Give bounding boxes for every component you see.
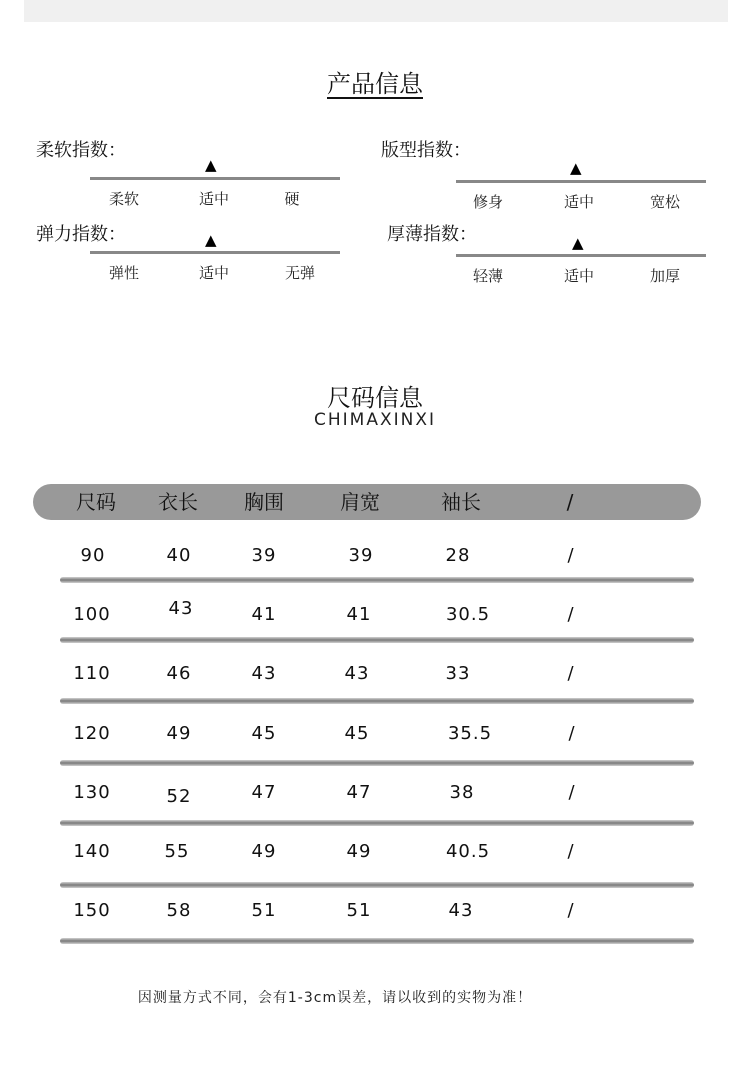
table-cell: 120 — [73, 723, 111, 744]
table-cell: 49 — [346, 841, 372, 862]
index-marker-icon: ▲ — [205, 156, 217, 174]
table-cell: 30.5 — [445, 604, 491, 625]
index-option: 轻薄 — [472, 267, 503, 285]
table-row — [0, 663, 750, 722]
index-marker-icon: ▲ — [570, 159, 582, 177]
index-option: 无弹 — [284, 264, 315, 282]
table-cell: 47 — [346, 782, 372, 803]
row-divider — [60, 882, 694, 888]
index-label: 弹力指数： — [36, 224, 126, 245]
table-cell: 140 — [73, 841, 111, 862]
row-divider — [60, 820, 694, 826]
table-cell: 41 — [251, 604, 277, 625]
table-cell: 55 — [164, 841, 190, 862]
table-cell: 39 — [348, 545, 374, 566]
table-cell: 110 — [73, 663, 111, 684]
index-option: 硬 — [284, 190, 300, 208]
index-scale-line — [456, 180, 706, 183]
table-cell: 43 — [344, 663, 370, 684]
header-cell: 袖长 — [441, 490, 481, 514]
row-divider — [60, 698, 694, 704]
index-scale-line — [456, 254, 706, 257]
table-cell: 43 — [251, 663, 277, 684]
table-cell: 43 — [448, 900, 474, 921]
size-info-subtitle: CHIMAXINXI — [314, 410, 436, 430]
table-cell: 90 — [80, 545, 106, 566]
table-cell: 49 — [251, 841, 277, 862]
header-cell: 肩宽 — [340, 490, 380, 514]
product-info-title: 产品信息 — [327, 70, 423, 98]
row-divider — [60, 637, 694, 643]
index-scale-line — [90, 177, 340, 180]
index-option: 适中 — [563, 267, 594, 285]
table-cell: / — [567, 841, 575, 862]
table-cell: 100 — [73, 604, 111, 625]
index-label: 版型指数： — [381, 140, 471, 161]
size-table-header — [33, 484, 701, 520]
table-cell: 47 — [251, 782, 277, 803]
table-cell: 41 — [346, 604, 372, 625]
table-cell: 43 — [168, 598, 194, 619]
table-cell: 38 — [449, 782, 475, 803]
index-scale-line — [90, 251, 340, 254]
header-cell: / — [566, 490, 574, 514]
table-cell: / — [567, 604, 575, 625]
table-cell: 49 — [166, 723, 192, 744]
table-cell: 40.5 — [445, 841, 491, 862]
table-cell: 45 — [344, 723, 370, 744]
table-row — [0, 841, 750, 900]
table-cell: / — [567, 663, 575, 684]
header-cell: 衣长 — [158, 490, 198, 514]
index-option: 柔软 — [108, 190, 139, 208]
table-cell: 40 — [166, 545, 192, 566]
index-option: 适中 — [198, 190, 229, 208]
table-row — [0, 723, 750, 782]
index-option: 加厚 — [649, 267, 680, 285]
row-divider — [60, 938, 694, 944]
table-cell: 28 — [445, 545, 471, 566]
index-marker-icon: ▲ — [205, 231, 217, 249]
table-cell: 35.5 — [447, 723, 493, 744]
row-divider — [60, 577, 694, 583]
table-row — [0, 900, 750, 959]
index-option: 适中 — [198, 264, 229, 282]
size-info-title: 尺码信息 — [327, 384, 423, 412]
table-cell: / — [567, 545, 575, 566]
index-option: 修身 — [472, 193, 503, 211]
table-cell: / — [568, 723, 576, 744]
table-cell: 130 — [73, 782, 111, 803]
table-cell: 51 — [251, 900, 277, 921]
table-row — [0, 598, 750, 663]
measurement-note: 因测量方式不同，会有1-3cm误差，请以收到的实物为准！ — [137, 990, 533, 1006]
header-cell: 尺码 — [76, 490, 116, 514]
table-cell: 45 — [251, 723, 277, 744]
table-cell: 58 — [166, 900, 192, 921]
table-cell: 33 — [445, 663, 471, 684]
table-cell: 150 — [73, 900, 111, 921]
table-row — [0, 782, 750, 841]
table-row — [0, 545, 750, 604]
table-cell: 39 — [251, 545, 277, 566]
table-cell: 51 — [346, 900, 372, 921]
index-label: 柔软指数： — [36, 140, 126, 161]
top-banner-strip — [24, 0, 728, 22]
index-label: 厚薄指数： — [387, 224, 477, 245]
table-cell: 46 — [166, 663, 192, 684]
index-option: 弹性 — [108, 264, 139, 282]
index-option: 宽松 — [649, 193, 680, 211]
index-marker-icon: ▲ — [572, 234, 584, 252]
header-cell: 胸围 — [244, 490, 284, 514]
table-cell: / — [567, 900, 575, 921]
table-cell: / — [568, 782, 576, 803]
row-divider — [60, 760, 694, 766]
table-cell: 52 — [166, 786, 192, 807]
index-option: 适中 — [563, 193, 594, 211]
